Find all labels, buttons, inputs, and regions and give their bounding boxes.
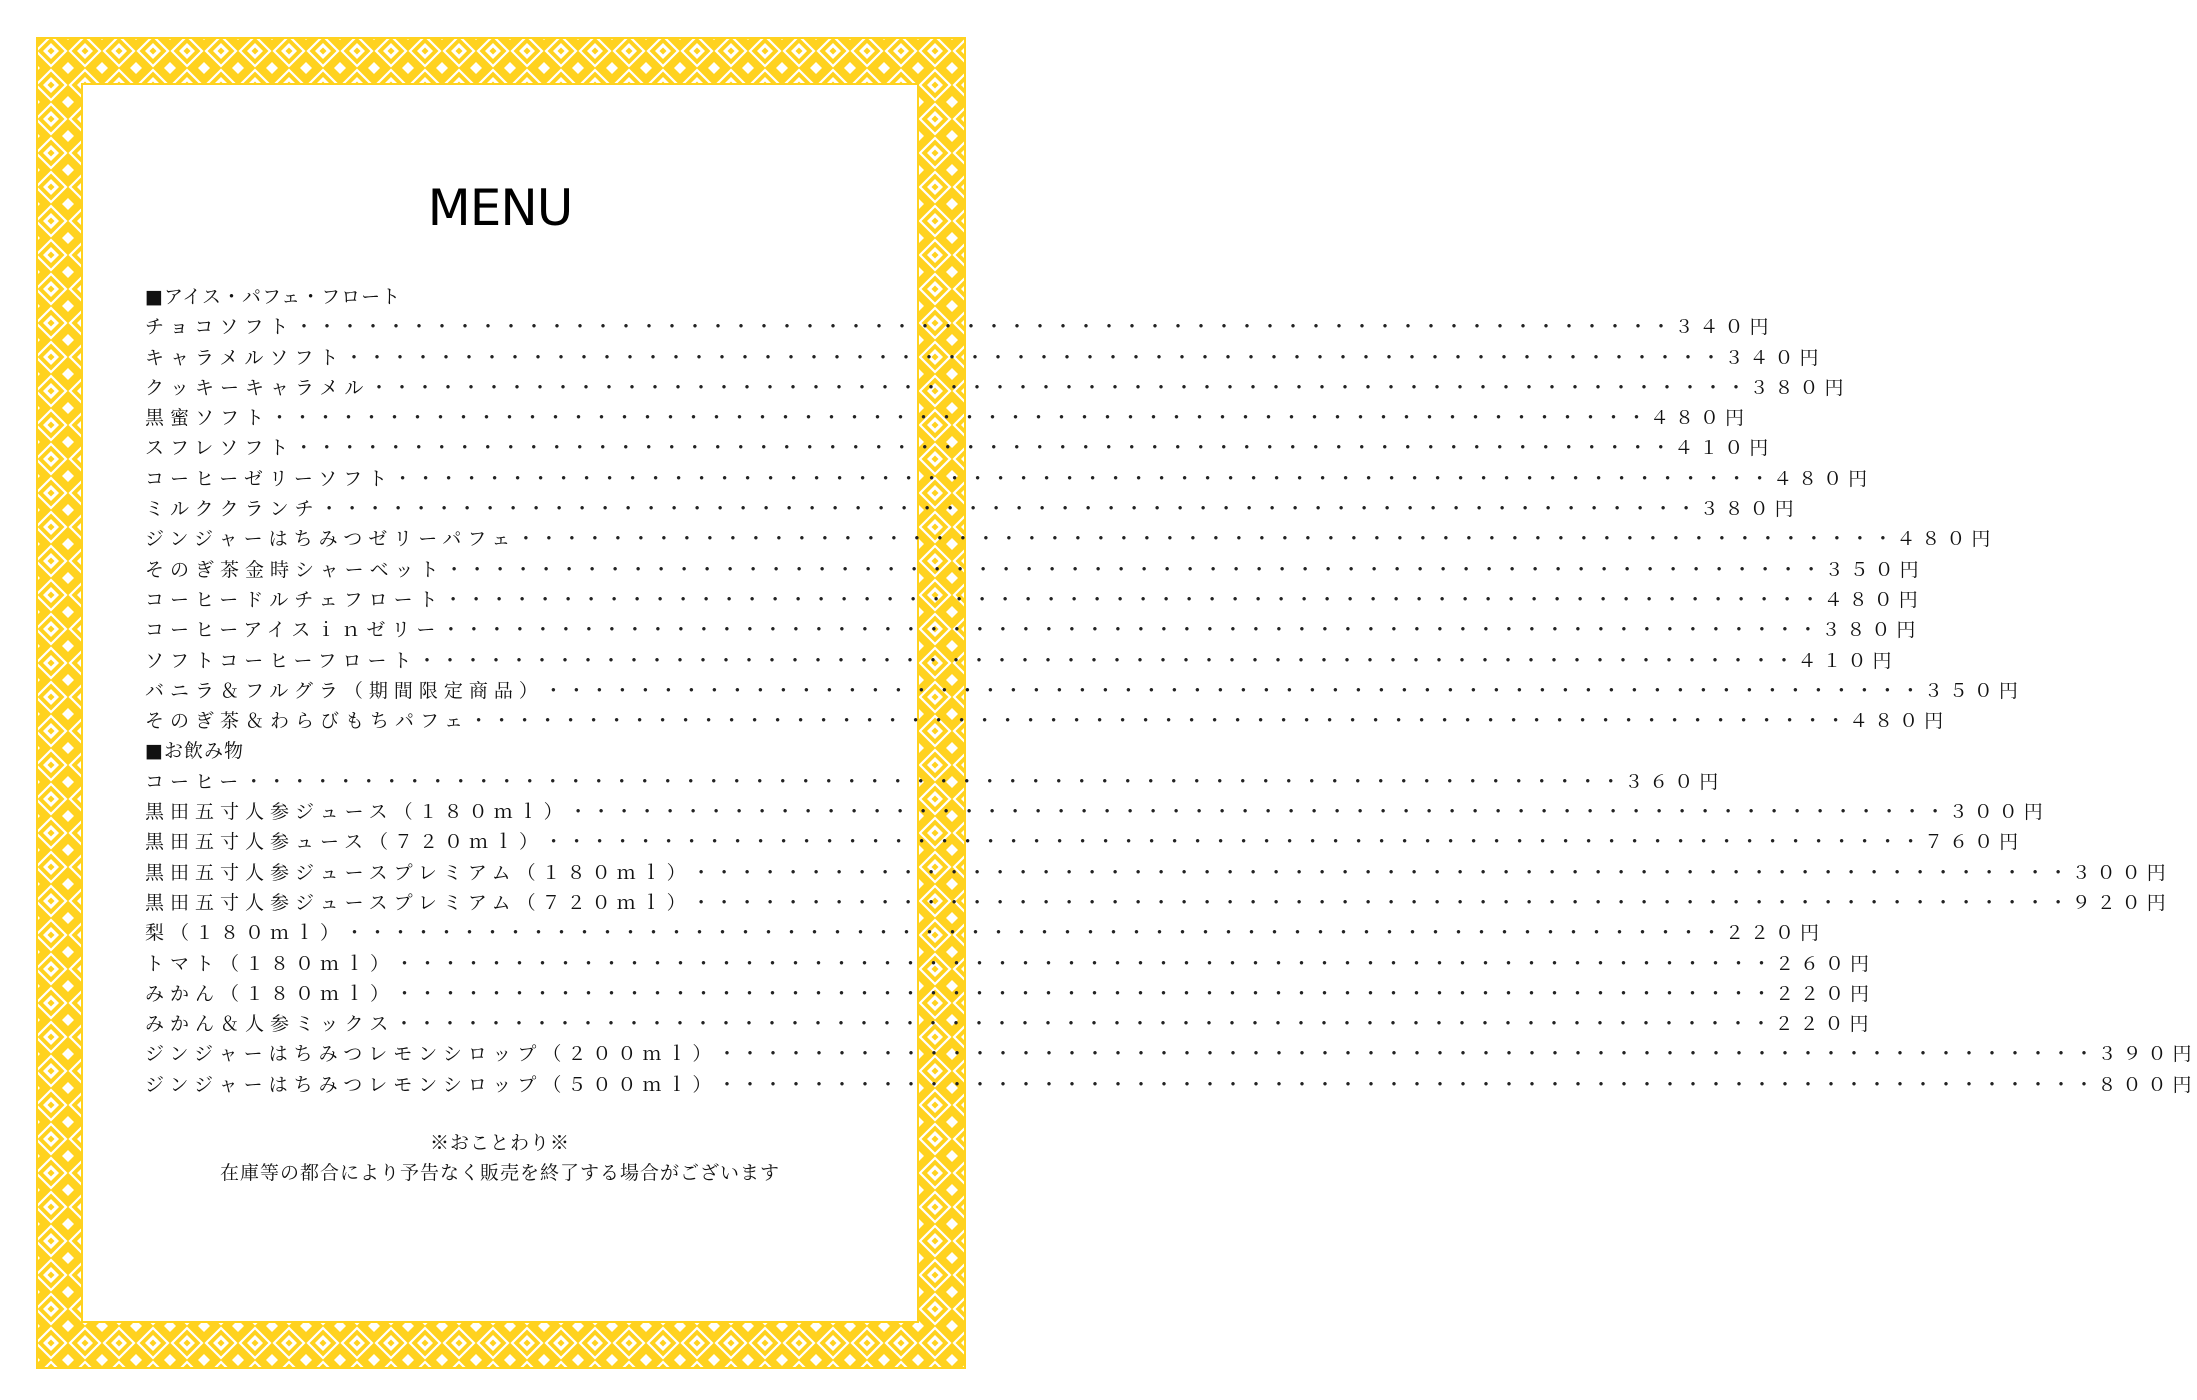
menu-item-name: 黒田五寸人参ジュースプレミアム（７２０ｍｌ） bbox=[145, 891, 692, 914]
dot-leader: ・・・・・・・・・・・・・・・・・・・・・・・・・・・・・・・・・・・・・・・・・・・・・・・・・・・・・・・・・・・・ bbox=[443, 588, 1824, 611]
menu-item-name: ジンジャーはちみつレモンシロップ（２００ｍｌ） bbox=[145, 1043, 718, 1066]
dot-leader: ・・・・・・・・・・・・・・・・・・・・・・・・・・・・・・・・・・・・・・・・・・・・・・・・・・・・・・・・・・・・ bbox=[393, 467, 1774, 490]
menu-item-name: チョコソフト bbox=[145, 316, 295, 339]
menu-item-row bbox=[145, 403, 1751, 433]
menu-item-row bbox=[145, 433, 1775, 463]
dot-leader: ・・・・・・・・・・・・・・・・・・・・・・・・・・・・・・・・・・・・・・・・・・・・・・・・・・・・・・・・・・・・ bbox=[516, 528, 1897, 551]
menu-item-price: ４８０円 bbox=[1823, 588, 1924, 611]
menu-item-name: そのぎ茶金時シャーベット bbox=[145, 558, 445, 581]
dot-leader: ・・・・・・・・・・・・・・・・・・・・・・・・・・・・・・・・・・・・・・・・・・・・・・・・・・・・・・・・・・・・ bbox=[294, 437, 1675, 460]
menu-item-row bbox=[145, 524, 1997, 554]
menu-item-row bbox=[145, 373, 1850, 403]
menu-item-name: ミルククランチ bbox=[145, 498, 320, 521]
menu-item-name: ジンジャーはちみつレモンシロップ（５００ｍｌ） bbox=[145, 1073, 718, 1096]
menu-item-price: ４８０円 bbox=[1650, 407, 1751, 430]
menu-item-row bbox=[145, 797, 2049, 827]
dot-leader: ・・・・・・・・・・・・・・・・・・・・・・・・・・・・・・・・・・・・・・・・・・・・・・・・・・・・・・・・・・・・ bbox=[444, 558, 1825, 581]
dot-leader: ・・・・・・・・・・・・・・・・・・・・・・・・・・・・・・・・・・・・・・・・・・・・・・・・・・・・・・・・・・・・ bbox=[717, 1073, 2098, 1096]
section-heading: ■お飲み物 bbox=[145, 740, 244, 763]
dot-leader: ・・・・・・・・・・・・・・・・・・・・・・・・・・・・・・・・・・・・・・・・・・・・・・・・・・・・・・・・・・・・ bbox=[441, 619, 1822, 642]
menu-item-row bbox=[145, 646, 1898, 676]
menu-item-price: ７６０円 bbox=[1924, 831, 2025, 854]
menu-item-name: コーヒーゼリーソフト bbox=[145, 467, 394, 490]
menu-item-row bbox=[145, 827, 2025, 857]
menu-item-name: 黒田五寸人参ュース（７２０ｍｌ） bbox=[145, 831, 545, 854]
menu-item-price: ３９０円 bbox=[2097, 1043, 2197, 1066]
dot-leader: ・・・・・・・・・・・・・・・・・・・・・・・・・・・・・・・・・・・・・・・・・・・・・・・・・・・・・・・・・・・・ bbox=[543, 679, 1924, 702]
dot-leader: ・・・・・・・・・・・・・・・・・・・・・・・・・・・・・・・・・・・・・・・・・・・・・・・・・・・・・・・・・・・・ bbox=[394, 1013, 1775, 1036]
dot-leader: ・・・・・・・・・・・・・・・・・・・・・・・・・・・・・・・・・・・・・・・・・・・・・・・・・・・・・・・・・・・・ bbox=[717, 1043, 2098, 1066]
menu-item-name: 黒蜜ソフト bbox=[145, 407, 271, 430]
dot-leader: ・・・・・・・・・・・・・・・・・・・・・・・・・・・・・・・・・・・・・・・・・・・・・・・・・・・・・・・・・・・・ bbox=[345, 922, 1726, 945]
page-title: MENU bbox=[427, 179, 573, 237]
menu-item-row bbox=[145, 1009, 1875, 1039]
menu-item-price: ３５０円 bbox=[1824, 558, 1925, 581]
menu-item-name: コーヒーアイスｉｎゼリー bbox=[145, 619, 442, 642]
menu-item-name: みかん＆人参ミックス bbox=[145, 1013, 395, 1036]
menu-item-row bbox=[145, 494, 1800, 524]
menu-item-name: キャラメルソフト bbox=[145, 346, 345, 369]
dot-leader: ・・・・・・・・・・・・・・・・・・・・・・・・・・・・・・・・・・・・・・・・・・・・・・・・・・・・・・・・・・・・ bbox=[469, 710, 1850, 733]
menu-item-price: ３８０円 bbox=[1699, 498, 1800, 521]
dot-leader: ・・・・・・・・・・・・・・・・・・・・・・・・・・・・・・・・・・・・・・・・・・・・・・・・・・・・・・・・・・・・ bbox=[691, 861, 2072, 884]
menu-item-price: ３５０円 bbox=[1923, 679, 2024, 702]
menu-item-name: 黒田五寸人参ジュースプレミアム（１８０ｍｌ） bbox=[145, 861, 692, 884]
menu-list bbox=[145, 282, 2197, 1100]
menu-item-price: ９２０円 bbox=[2071, 891, 2172, 914]
menu-item-row bbox=[145, 888, 2172, 918]
menu-item-price: ３００円 bbox=[2071, 861, 2172, 884]
menu-item-price: ２２０円 bbox=[1725, 922, 1826, 945]
menu-item-name: クッキーキャラメル bbox=[145, 376, 370, 399]
menu-item-row bbox=[145, 979, 1876, 1009]
menu-item-row bbox=[145, 555, 1925, 585]
menu-item-name: バニラ＆フルグラ（期間限定商品） bbox=[145, 679, 544, 702]
menu-item-price: ２６０円 bbox=[1775, 952, 1876, 975]
dot-leader: ・・・・・・・・・・・・・・・・・・・・・・・・・・・・・・・・・・・・・・・・・・・・・・・・・・・・・・・・・・・・ bbox=[417, 649, 1798, 672]
menu-item-row bbox=[145, 464, 1874, 494]
menu-item-name: ソフトコーヒーフロート bbox=[145, 649, 418, 672]
notice-title: ※おことわり※ bbox=[429, 1132, 570, 1154]
menu-item-row bbox=[145, 918, 1826, 948]
menu-item-name: 黒田五寸人参ジュース（１８０ｍｌ） bbox=[145, 801, 569, 824]
menu-item-name: ジンジャーはちみつゼリーパフェ bbox=[145, 528, 517, 551]
menu-item-name: そのぎ茶＆わらびもちパフェ bbox=[145, 710, 470, 733]
menu-item-row bbox=[145, 312, 1775, 342]
menu-item-price: ２２０円 bbox=[1775, 982, 1876, 1005]
menu-item-row bbox=[145, 343, 1825, 373]
section-heading: ■アイス・パフェ・フロート bbox=[145, 286, 402, 308]
menu-item-price: ３８０円 bbox=[1821, 619, 1922, 642]
menu-item-price: ４８０円 bbox=[1896, 528, 1997, 551]
dot-leader: ・・・・・・・・・・・・・・・・・・・・・・・・・・・・・・・・・・・・・・・・・・・・・・・・・・・・・・・・・・・・ bbox=[319, 498, 1700, 521]
menu-item-row bbox=[145, 676, 2024, 706]
menu-item-name: みかん（１８０ｍｌ） bbox=[145, 982, 396, 1005]
dot-leader: ・・・・・・・・・・・・・・・・・・・・・・・・・・・・・・・・・・・・・・・・・・・・・・・・・・・・・・・・・・・・ bbox=[294, 316, 1675, 339]
menu-item-row bbox=[145, 767, 1725, 797]
menu-item-name: トマト（１８０ｍｌ） bbox=[145, 952, 396, 975]
menu-item-price: ３４０円 bbox=[1724, 346, 1825, 369]
notice-text: 在庫等の都合により予告なく販売を終了する場合がございます bbox=[219, 1162, 780, 1184]
menu-item-name: スフレソフト bbox=[145, 437, 295, 460]
menu-item-price: ３８０円 bbox=[1749, 376, 1850, 399]
menu-item-row bbox=[145, 585, 1924, 615]
dot-leader: ・・・・・・・・・・・・・・・・・・・・・・・・・・・・・・・・・・・・・・・・・・・・・・・・・・・・・・・・・・・・ bbox=[544, 831, 1925, 854]
menu-item-price: ４１０円 bbox=[1674, 437, 1775, 460]
dot-leader: ・・・・・・・・・・・・・・・・・・・・・・・・・・・・・・・・・・・・・・・・・・・・・・・・・・・・・・・・・・・・ bbox=[344, 346, 1725, 369]
menu-item-price: ２２０円 bbox=[1774, 1013, 1875, 1036]
menu-item-price: ４８０円 bbox=[1773, 467, 1874, 490]
menu-item-row bbox=[145, 1070, 2197, 1100]
dot-leader: ・・・・・・・・・・・・・・・・・・・・・・・・・・・・・・・・・・・・・・・・・・・・・・・・・・・・・・・・・・・・ bbox=[244, 770, 1625, 793]
menu-item-row bbox=[145, 858, 2172, 888]
menu-item-row bbox=[145, 706, 1950, 736]
dot-leader: ・・・・・・・・・・・・・・・・・・・・・・・・・・・・・・・・・・・・・・・・・・・・・・・・・・・・・・・・・・・・ bbox=[395, 982, 1776, 1005]
dot-leader: ・・・・・・・・・・・・・・・・・・・・・・・・・・・・・・・・・・・・・・・・・・・・・・・・・・・・・・・・・・・・ bbox=[270, 407, 1651, 430]
menu-item-price: ３４０円 bbox=[1674, 316, 1775, 339]
menu-item-price: ４８０円 bbox=[1849, 710, 1950, 733]
menu-item-name: コーヒー bbox=[145, 770, 245, 793]
menu-item-price: ４１０円 bbox=[1797, 649, 1898, 672]
menu-item-price: ３６０円 bbox=[1624, 770, 1725, 793]
menu-item-row bbox=[145, 615, 1922, 645]
menu-item-name: コーヒードルチェフロート bbox=[145, 588, 444, 611]
menu-item-name: 梨（１８０ｍｌ） bbox=[145, 922, 346, 945]
menu-item-row bbox=[145, 949, 1876, 979]
dot-leader: ・・・・・・・・・・・・・・・・・・・・・・・・・・・・・・・・・・・・・・・・・・・・・・・・・・・・・・・・・・・・ bbox=[369, 376, 1750, 399]
dot-leader: ・・・・・・・・・・・・・・・・・・・・・・・・・・・・・・・・・・・・・・・・・・・・・・・・・・・・・・・・・・・・ bbox=[395, 952, 1776, 975]
dot-leader: ・・・・・・・・・・・・・・・・・・・・・・・・・・・・・・・・・・・・・・・・・・・・・・・・・・・・・・・・・・・・ bbox=[568, 801, 1949, 824]
menu-item-price: ８００円 bbox=[2097, 1073, 2197, 1096]
menu-item-price: ３００円 bbox=[1948, 801, 2049, 824]
dot-leader: ・・・・・・・・・・・・・・・・・・・・・・・・・・・・・・・・・・・・・・・・・・・・・・・・・・・・・・・・・・・・ bbox=[691, 891, 2072, 914]
menu-item-row bbox=[145, 1039, 2197, 1069]
